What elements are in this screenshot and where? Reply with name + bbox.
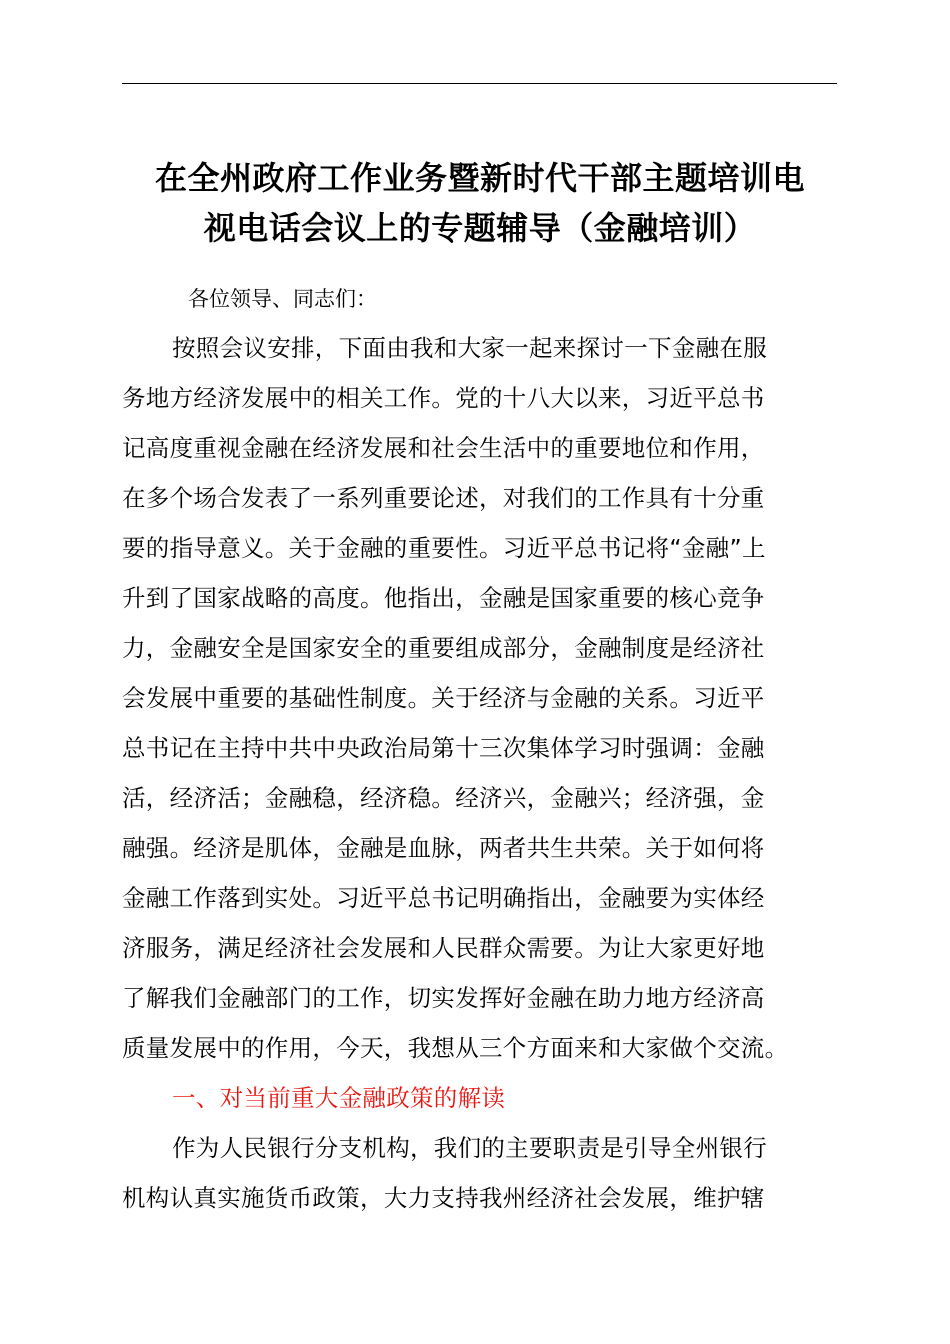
paragraph-line: 质量发展中的作用，今天，我想从三个方面来和大家做个交流。 (122, 1034, 789, 1062)
paragraph-line: 金融工作落到实处。习近平总书记明确指出，金融要为实体经 (122, 884, 765, 912)
paragraph-line: 济服务，满足经济社会发展和人民群众需要。为让大家更好地 (122, 934, 765, 962)
paragraph-line: 会发展中重要的基础性制度。关于经济与金融的关系。习近平 (122, 684, 765, 712)
paragraph-line: 记高度重视金融在经济发展和社会生活中的重要地位和作用， (122, 434, 765, 462)
paragraph-line: 力，金融安全是国家安全的重要组成部分，金融制度是经济社 (122, 634, 765, 662)
header-rule (122, 83, 837, 84)
paragraph-line: 融强。经济是肌体，金融是血脉，两者共生共荣。关于如何将 (122, 834, 765, 862)
paragraph-line: 升到了国家战略的高度。他指出，金融是国家重要的核心竞争 (122, 584, 765, 612)
paragraph-line: 按照会议安排，下面由我和大家一起来探讨一下金融在服 (172, 334, 767, 362)
document-title-line-2: 视电话会议上的专题辅导（金融培训） (203, 209, 757, 247)
document-title-line-1: 在全州政府工作业务暨新时代干部主题培训电 (154, 159, 805, 197)
salutation: 各位领导、同志们： (188, 287, 377, 311)
paragraph-line: 了解我们金融部门的工作，切实发挥好金融在助力地方经济高 (122, 984, 765, 1012)
paragraph-line: 作为人民银行分支机构，我们的主要职责是引导全州银行 (172, 1134, 767, 1162)
paragraph-line: 总书记在主持中共中央政治局第十三次集体学习时强调：金融 (122, 734, 765, 762)
paragraph-line: 务地方经济发展中的相关工作。党的十八大以来，习近平总书 (122, 384, 765, 412)
paragraph-line: 活，经济活；金融稳，经济稳。经济兴，金融兴；经济强，金 (122, 784, 765, 812)
section-heading-1: 一、对当前重大金融政策的解读 (172, 1084, 506, 1112)
paragraph-line: 在多个场合发表了一系列重要论述，对我们的工作具有十分重 (122, 484, 765, 512)
paragraph-line: 机构认真实施货币政策，大力支持我州经济社会发展，维护辖 (122, 1184, 765, 1212)
paragraph-line: 要的指导意义。关于金融的重要性。习近平总书记将“金融”上 (122, 534, 766, 562)
